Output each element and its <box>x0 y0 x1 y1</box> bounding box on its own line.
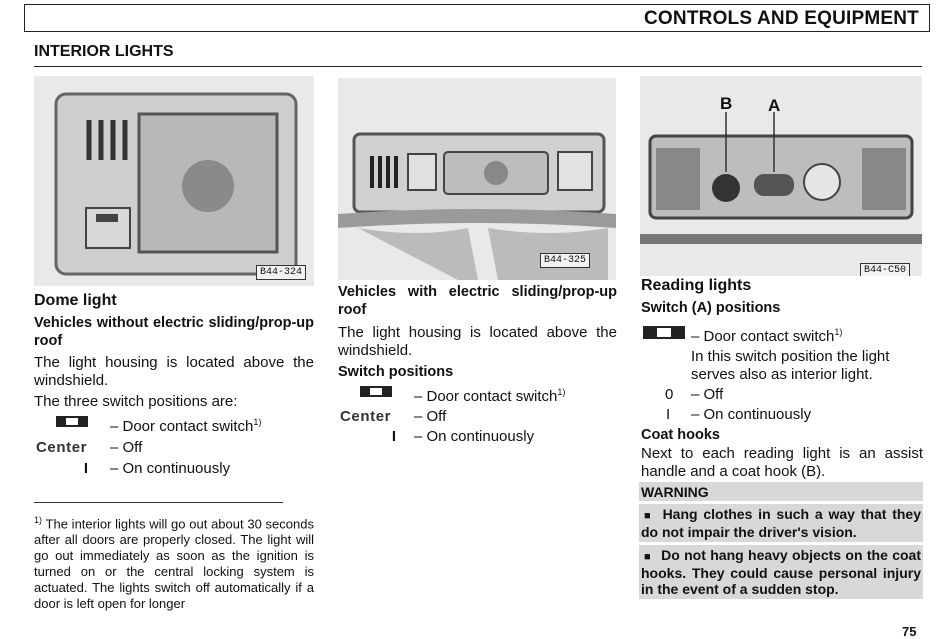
warning-bullet-icon: ■ <box>644 510 653 522</box>
door-contact-switch-icon <box>338 383 414 404</box>
figure-label-3: B44-C50 <box>860 263 910 276</box>
col2-switch3-symbol: I <box>391 428 396 445</box>
coat-hooks-para: Next to each reading light is an assist handle and a coat hook (B). <box>641 445 923 480</box>
col2-switch-heading: Switch positions <box>338 364 454 380</box>
col1-subheading: Vehicles without electric sliding/prop-up roof <box>34 315 314 349</box>
col3-switch-on <box>641 406 923 424</box>
col3-switch1-text: – Door contact switch <box>691 328 835 345</box>
warning-bullet-icon: ■ <box>644 551 652 563</box>
header-title: CONTROLS AND EQUIPMENT <box>644 8 919 29</box>
door-contact-switch-icon <box>34 413 110 434</box>
col3-switch2-symbol: 0 <box>665 386 674 403</box>
warning-bullet-2 <box>639 542 923 599</box>
col1-switch-on <box>34 460 314 478</box>
reading-light-figure <box>640 76 922 276</box>
col3-switch3-text: – On continuously <box>691 406 812 423</box>
footnote-text: The interior lights will go out about 30 seconds after all doors are properly closed. The light will go out immediately as soon as the ignition is turned on or the central locking system is actuated. The lights switch off automatically if a door is left open for longer <box>34 516 314 612</box>
col3-switch2-text: – Off <box>691 386 724 403</box>
col1-switch1-sup: 1) <box>253 417 262 427</box>
warning-title: WARNING <box>641 484 709 500</box>
col3-switch1-note: In this switch position the light serves also as interior light. <box>691 348 890 383</box>
column-sliding-roof <box>338 283 617 446</box>
figure-label-b: B <box>720 94 733 113</box>
col2-switch-door <box>338 383 617 406</box>
column-reading-lights <box>641 277 923 481</box>
col1-switch-off <box>34 439 314 457</box>
dome-light-heading: Dome light <box>34 292 117 309</box>
col2-switch-off <box>338 408 617 426</box>
footnote-marker: 1) <box>34 515 43 525</box>
col2-switch1-sup: 1) <box>557 387 566 397</box>
warning-bullet-2-text: Do not hang heavy objects on the coat hooks. They could cause personal injury in the event of a sudden stop. <box>641 547 921 597</box>
col3-switch-off <box>641 386 923 404</box>
col2-switch3-text: – On continuously <box>414 428 535 445</box>
column-dome-light <box>34 292 314 478</box>
col2-switch2-symbol: Center <box>340 408 392 425</box>
section-rule <box>34 66 922 67</box>
console-drawing <box>338 78 616 280</box>
col1-switch3-symbol: I <box>83 460 88 477</box>
col1-switch2-symbol: Center <box>36 439 88 456</box>
col2-para1: The light housing is located above the windshield. <box>338 324 617 359</box>
col1-switch-door <box>34 413 314 436</box>
col1-switch1-text: – Door contact switch <box>110 418 254 435</box>
col3-switch1-sup: 1) <box>834 327 843 337</box>
page-number: 75 <box>902 624 917 639</box>
figure-label-2: B44-325 <box>540 253 590 268</box>
dome-light-drawing <box>34 76 314 286</box>
header-box <box>24 4 930 32</box>
col1-switch2-text: – Off <box>110 439 143 456</box>
reading-light-drawing <box>640 76 922 276</box>
door-contact-switch-icon <box>641 323 691 346</box>
footnote <box>34 512 314 612</box>
col1-para2: The three switch positions are: <box>34 393 238 410</box>
col3-switch3-symbol: I <box>666 406 671 423</box>
warning-bullet-1-text: Hang clothes in such a way that they do not impair the driver's vision. <box>641 506 921 540</box>
col2-switch2-text: – Off <box>414 408 447 425</box>
warning-box <box>639 482 923 599</box>
footnote-rule <box>34 502 283 503</box>
col1-switch3-text: – On continuously <box>110 460 231 477</box>
col3-switch-door <box>641 323 923 346</box>
warning-bullet-1 <box>639 501 923 542</box>
col3-subheading: Switch (A) positions <box>641 300 781 316</box>
dome-light-figure <box>34 76 314 286</box>
section-title: INTERIOR LIGHTS <box>34 43 174 60</box>
col2-subheading: Vehicles with electric sliding/prop-up roof <box>338 284 617 318</box>
figure-label-1: B44-324 <box>256 265 306 280</box>
col2-switch1-text: – Door contact switch <box>414 388 558 405</box>
console-figure <box>338 78 616 280</box>
figure-label-a: A <box>768 96 781 115</box>
reading-lights-heading: Reading lights <box>641 277 752 294</box>
coat-hooks-heading: Coat hooks <box>641 427 720 443</box>
col1-para1: The light housing is located above the windshield. <box>34 354 314 389</box>
col2-switch-on <box>338 428 617 446</box>
